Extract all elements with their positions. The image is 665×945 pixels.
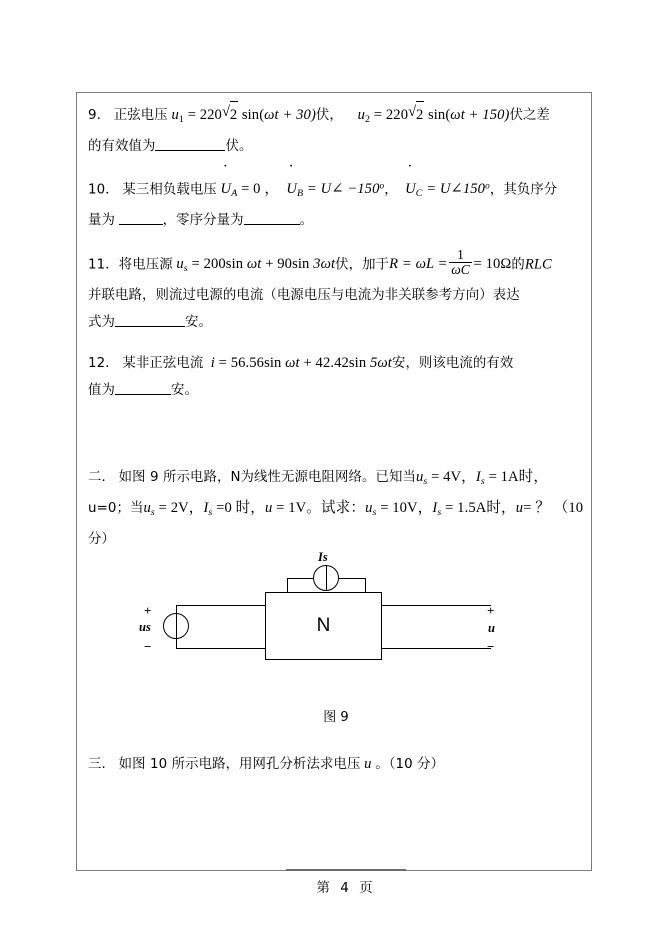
question-9: [88, 100, 584, 160]
left-minus-sign: −: [144, 638, 152, 654]
current-source-symbol: [313, 565, 339, 591]
left-top-wire: [176, 605, 266, 606]
section-two-is-2: $I_s =0$ 时，: [203, 499, 266, 518]
question-10: [88, 174, 584, 234]
section-three-text-1: 如图 10 所示电路，用网孔分析法求电压: [118, 756, 361, 772]
section-three-number: 三．: [88, 756, 115, 772]
section-two-us-1: $u_s = 4V$，: [415, 469, 476, 487]
question-11-answer-blank[interactable]: [115, 312, 185, 327]
left-plus-sign: +: [144, 602, 152, 618]
question-9-formula-1: $u_1 = 220$ √ 2 sin(ωt + 30): [171, 107, 315, 123]
section-three-text-2: 。（10 分）: [375, 756, 445, 772]
question-9-unit-1: 伏，: [315, 107, 343, 123]
section-two-u-1: u = 1V。试求：: [265, 499, 366, 516]
question-11-rlc-label: RLC: [524, 256, 552, 273]
right-plus-sign: +: [487, 602, 495, 618]
question-12-answer-blank[interactable]: [115, 380, 171, 395]
question-12-number: 12．: [88, 356, 119, 372]
section-two: [88, 464, 584, 553]
figure-9-caption: 图 9: [323, 709, 349, 725]
question-10-text-2: ，其负序分: [489, 182, 558, 198]
right-top-wire: [381, 605, 491, 606]
question-10-phasor-ua: ˙ $U_A = 0$ ，: [221, 181, 279, 197]
section-two-line-1: 如图 9 所示电路，N为线性无源电阻网络。已知当: [118, 470, 416, 486]
question-11-text-1: 将电压源: [118, 257, 173, 273]
question-12: [88, 350, 584, 404]
network-box-label: N: [316, 614, 331, 636]
document-content: [88, 100, 584, 792]
section-two-us-3: $u_s = 10V$，: [365, 499, 433, 518]
section-two-line-2: u=0；当: [88, 500, 144, 516]
question-12-text-4: 安。: [170, 383, 198, 399]
section-two-is-1: $I_s = 1A$时，: [475, 469, 549, 487]
question-9-text-1: 正弦电压: [113, 107, 168, 123]
section-gap: [88, 418, 584, 464]
question-10-text-5: 。: [299, 212, 314, 228]
question-10-phasor-uc: ˙ $U_C$ = $U\angle 150^o$: [405, 181, 490, 197]
figure-gap: [88, 729, 584, 751]
figure-9: [88, 549, 584, 729]
question-10-text-4: ，零序分量为: [162, 212, 244, 228]
section-two-u-2: u= ？ （10: [515, 499, 584, 516]
question-10-answer-blank-2[interactable]: [244, 210, 300, 225]
question-12-current-formula: i = 56.56sin ωt + 42.42sin 5ωt: [210, 355, 392, 372]
question-10-phasor-ub: ˙ $U_B$ = U∠ $-150^o$: [286, 181, 384, 197]
question-11-source-formula: $u_s = 200\sin$ ωt + 90sin 3ωt: [176, 256, 336, 275]
question-12-text-2: 安，则该电流的有效: [391, 356, 514, 372]
page-footer: 第 4 页: [286, 869, 406, 896]
question-12-text-3: 值为: [88, 383, 115, 399]
section-two-line-3: 分）: [88, 531, 115, 547]
voltage-source-label: us: [139, 619, 151, 634]
section-two-is-3: $I_s = 1.5A$时，: [432, 499, 516, 518]
question-11-text-2: 伏，加于: [335, 257, 390, 273]
section-three: [88, 751, 584, 778]
current-source-top-wire-left: [287, 578, 313, 579]
question-9-unit-2: 伏之差: [509, 107, 550, 123]
question-10-text-3: 量为: [88, 212, 115, 228]
question-10-answer-blank-1[interactable]: [119, 210, 163, 225]
network-box-n: [265, 592, 382, 660]
right-bottom-wire: [381, 648, 491, 649]
question-11-number: 11．: [88, 257, 119, 273]
right-minus-sign: −: [487, 638, 495, 654]
question-12-text-1: 某非正弦电流: [122, 356, 204, 372]
question-10-text-1: 某三相负载电压: [122, 182, 217, 198]
voltage-source-symbol: [163, 613, 189, 639]
section-three-u-var: u: [364, 755, 372, 772]
question-9-text-3: 伏。: [225, 138, 253, 154]
question-9-text-2: 的有效值为: [88, 138, 156, 154]
question-9-formula-2: $u_2 = 220$ √ 2 sin(ωt + 150): [358, 107, 510, 123]
section-two-us-2: $u_s = 2V$，: [143, 499, 204, 518]
current-source-top-wire-right: [339, 578, 365, 579]
question-11-impedance-formula: R = ωL = $\frac{1}{\omega C}$ = 10Ω: [389, 246, 512, 278]
voltage-source-bottom-riser: [176, 638, 177, 649]
current-source-right-riser: [365, 578, 366, 593]
question-9-answer-blank[interactable]: [155, 135, 225, 150]
question-10-sep-1: ，: [384, 182, 398, 198]
question-11-text-4: 并联电路，则流过电源的电流（电源电压与电流为非关联参考方向）表达: [88, 288, 520, 304]
section-two-number: 二．: [88, 470, 115, 486]
question-11-text-6: 安。: [184, 315, 212, 331]
question-9-number: 9．: [88, 107, 111, 123]
question-11: [88, 248, 584, 336]
current-source-left-riser: [287, 578, 288, 593]
left-bottom-wire: [176, 648, 266, 649]
question-11-text-5: 式为: [88, 315, 115, 331]
question-11-text-3: 的: [511, 257, 525, 273]
current-source-label: Is: [318, 549, 328, 564]
question-10-number: 10．: [88, 182, 119, 198]
output-voltage-label: u: [488, 620, 495, 635]
